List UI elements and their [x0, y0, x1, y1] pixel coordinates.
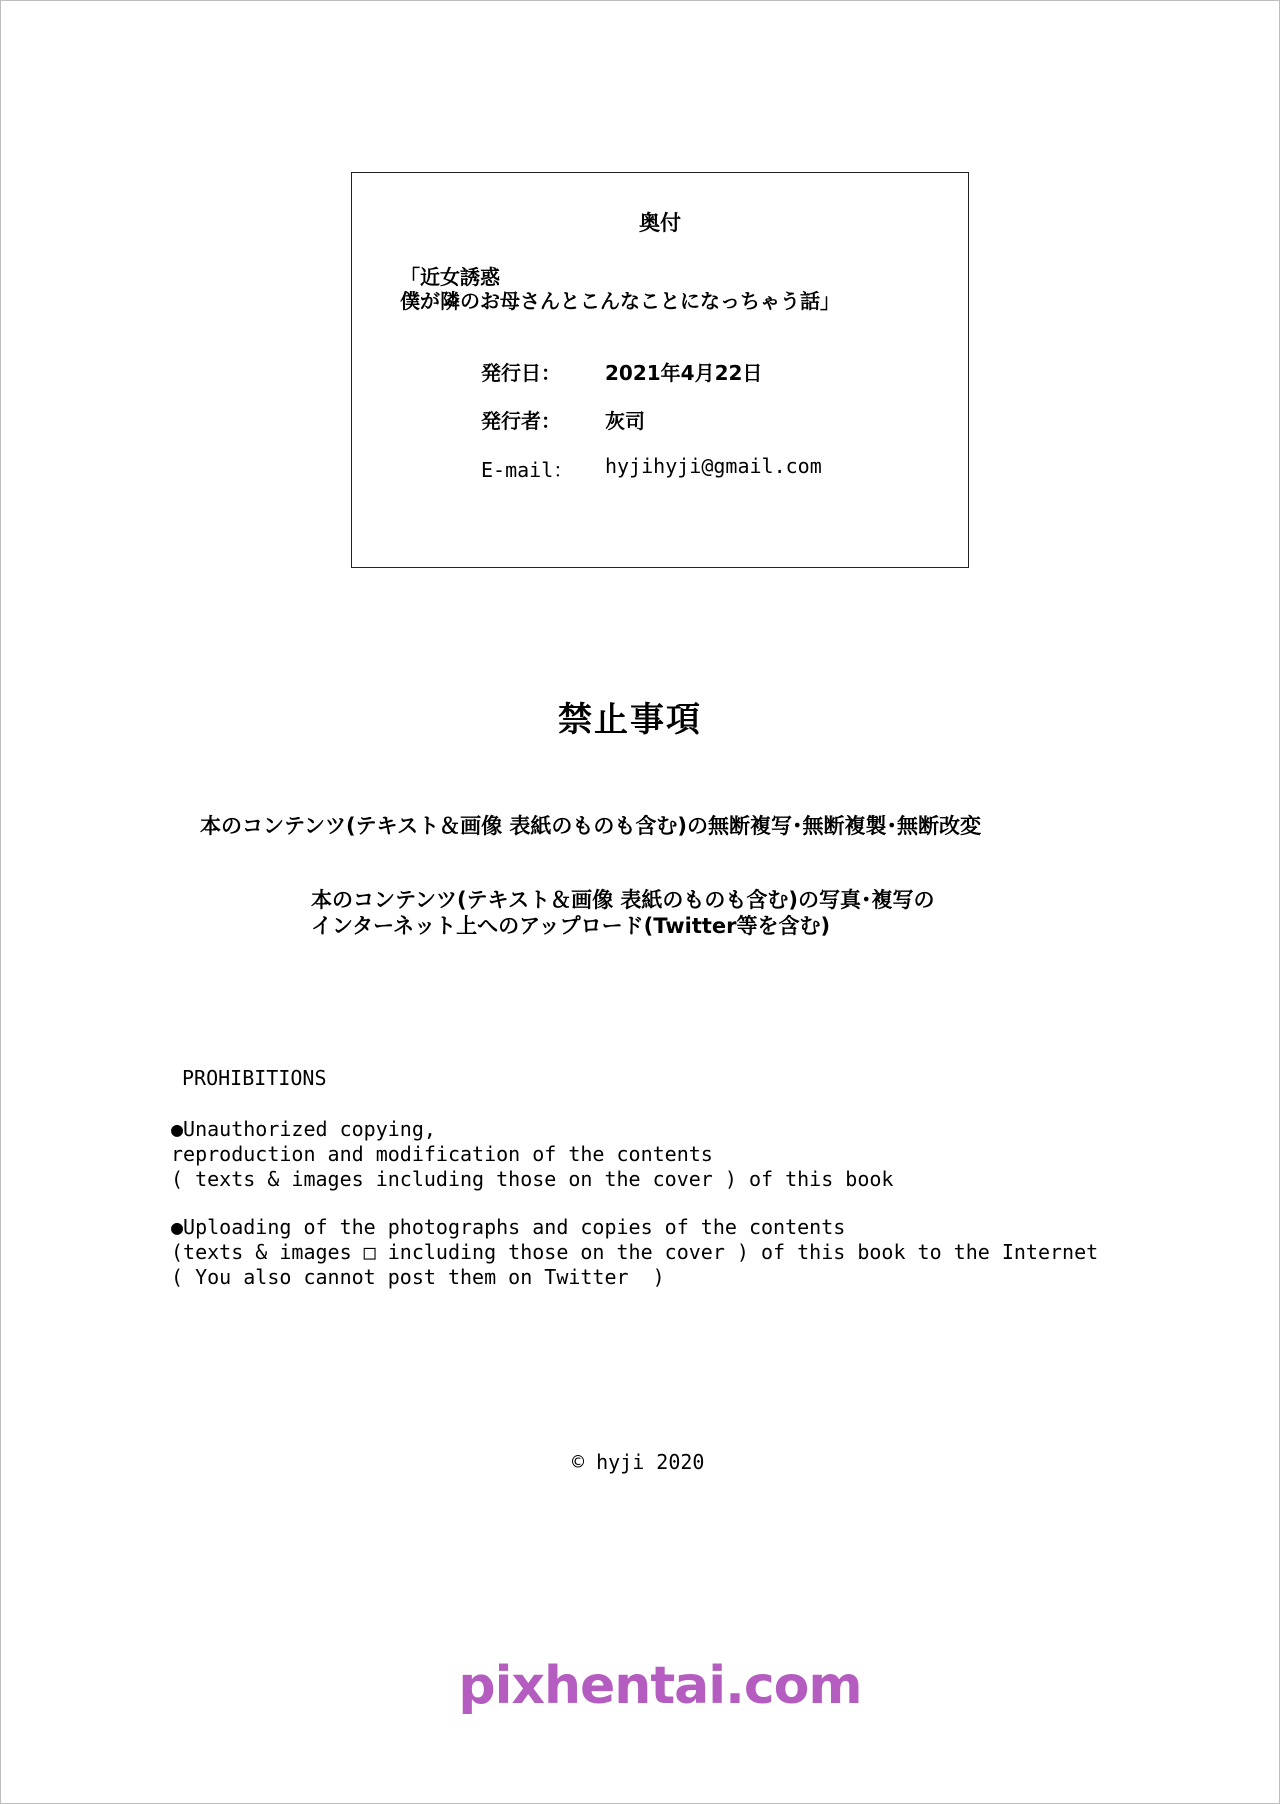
prohibition-en-item-2: ●Uploading of the photographs and copies of the contents (texts & images □ including those on the cover ) of this book to the Internet ( You also cannot post them on Twitter ) — [171, 1215, 1099, 1289]
email-value: hyjihyji@gmail.com — [605, 454, 822, 478]
book-title-line-1: 「近女誘惑 — [400, 265, 500, 289]
prohibition-jp-item-2 — [311, 887, 935, 939]
prohibition-jp-item-2-line-2: インターネット上へのアップロード(Twitter等を含む) — [311, 914, 831, 938]
watermark-logo: pixhentai.com — [458, 1656, 862, 1716]
publish-date-value: 2021年4月22日 — [605, 361, 763, 385]
prohibition-jp-item-1: 本のコンテンツ(テキスト＆画像 表紙のものも含む)の無断複写･無断複製･無断改変 — [200, 814, 982, 838]
prohibition-jp-item-2-line-1: 本のコンテンツ(テキスト＆画像 表紙のものも含む)の写真･複写の — [311, 888, 935, 912]
colophon-box — [351, 172, 969, 568]
book-title-line-2: 僕が隣のお母さんとこんなことになっちゃう話」 — [400, 289, 840, 313]
copyright-notice: © hyji 2020 — [572, 1450, 705, 1474]
email-label: E-mail： — [481, 458, 574, 482]
colophon-heading: 奥付 — [639, 211, 681, 235]
publisher-label: 発行者： — [481, 409, 561, 433]
prohibition-en-item-1: ●Unauthorized copying, reproduction and modification of the contents ( texts & images including those on the cover ) of this book — [171, 1117, 894, 1191]
publisher-value: 灰司 — [605, 409, 645, 433]
publish-date-label: 発行日： — [481, 361, 561, 385]
prohibitions-jp-heading: 禁止事項 — [558, 700, 702, 740]
prohibitions-en-heading: PROHIBITIONS — [182, 1066, 327, 1090]
